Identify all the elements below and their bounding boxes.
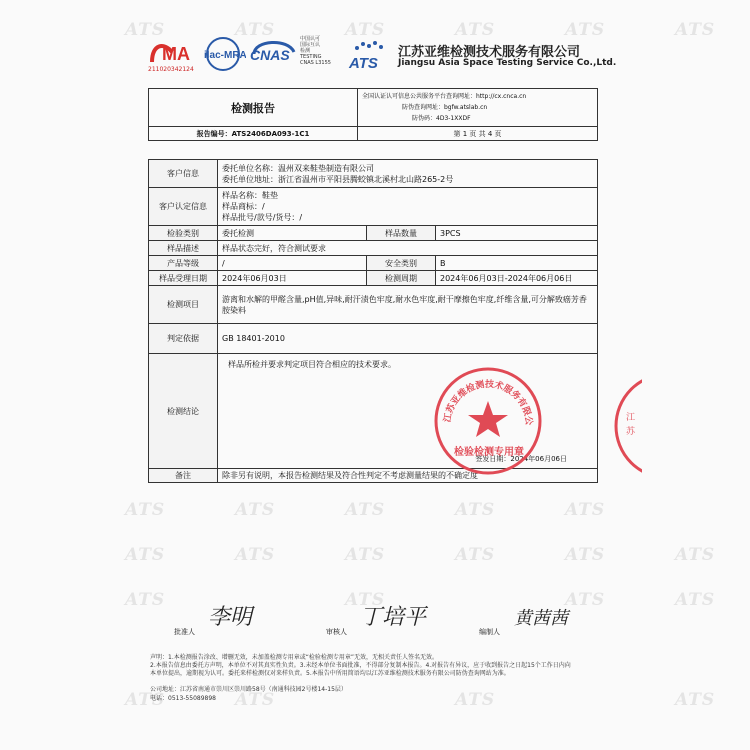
watermark-text: ATS — [345, 500, 386, 520]
svg-text:ilac-MRA: ilac-MRA — [204, 50, 246, 61]
client-info-label: 客户信息 — [149, 160, 218, 188]
cma-code: 211020342124 — [148, 66, 194, 73]
watermark-text: ATS — [345, 545, 386, 565]
company-phone: 电话：0513-55089898 — [150, 695, 216, 702]
watermark-text: ATS — [455, 500, 496, 520]
footer-line: 本单位提出，逾期视为认可。委托来样检测仅对来样负责。5.本报告中所用简语均以江苏亚维检测技术服务有限公司防伪查询网站为准。 — [150, 670, 510, 677]
footer-line: 声明：1.本检测报告涂改、增删无效，未加盖检测专用章或“检验检测专用章”无效，无相关责任人签名无效。 — [150, 654, 438, 661]
watermark-text: ATS — [675, 590, 716, 610]
sample-info-label: 客户认定信息 — [149, 188, 218, 226]
partial-seal-right — [612, 370, 642, 482]
ats-logo — [345, 38, 393, 76]
svg-text:CNAS: CNAS — [250, 47, 290, 63]
author-label: 编制人 — [479, 628, 500, 636]
company-name-cn: 江苏亚维检测技术服务有限公司 — [398, 45, 581, 60]
svg-text:MA: MA — [162, 44, 190, 64]
safety-class-label: 安全类别 — [367, 256, 436, 271]
watermark-text: ATS — [675, 545, 716, 565]
conclusion-text: 样品所检并要求判定项目符合相应的技术要求。 — [228, 360, 396, 369]
watermark-text: ATS — [125, 500, 166, 520]
watermark-text: ATS — [675, 20, 716, 40]
svg-text:江苏亚维检测技术服务有限公司: 江苏亚维检测技术服务有限公 — [442, 379, 534, 426]
watermark-text: ATS — [455, 690, 496, 710]
footer-line: 2.本报告信息由委托方声明，本单位不对其真实性负责。3.未经本单位书面批准，不得部分复制本报告。4.对报告有异议，应于收到报告之日起15个工作日内向 — [150, 662, 571, 669]
test-items-value: 游离和水解的甲醛含量,pH值,异味,耐汗渍色牢度,耐水色牢度,耐干摩擦色牢度,纤维含量,可分解致癌芳香胺染料 — [218, 286, 598, 324]
sample-batch: 样品批号/款号/货号：/ — [222, 213, 303, 222]
watermark-text: ATS — [125, 545, 166, 565]
receive-date-label: 样品受理日期 — [149, 271, 218, 286]
client-name: 委托单位名称：温州双来鞋垫制造有限公司 — [222, 163, 374, 173]
watermark-text: ATS — [345, 20, 386, 40]
sample-name: 样品名称：鞋垫 — [222, 191, 278, 200]
approver-label: 批准人 — [174, 628, 195, 636]
company-name-en: Jiangsu Asia Space Testing Service Co.,Ltd. — [398, 58, 617, 68]
svg-text:江: 江 — [626, 413, 636, 423]
watermark-text: ATS — [455, 545, 496, 565]
remark-label: 备注 — [149, 469, 218, 483]
cnas-logo — [248, 34, 300, 76]
product-grade-value: / — [218, 256, 367, 271]
watermark-text: ATS — [675, 690, 716, 710]
report-title: 检测报告 — [149, 89, 358, 127]
watermark-text: ATS — [455, 20, 496, 40]
conclusion-label: 检测结论 — [149, 354, 218, 469]
official-seal — [432, 365, 544, 477]
test-items-label: 检测项目 — [149, 286, 218, 324]
watermark-text: ATS — [235, 20, 276, 40]
sample-state-label: 样品描述 — [149, 241, 218, 256]
test-period-label: 检测周期 — [367, 271, 436, 286]
sample-info — [218, 188, 598, 226]
anti-fake-url: 防伪查询网址：bgfw.atslab.cn — [402, 104, 488, 111]
author-signature: 黄茜茜 — [514, 608, 568, 629]
test-type-value: 委托检测 — [218, 226, 367, 241]
test-period-value: 2024年06月03日-2024年06月06日 — [436, 271, 598, 286]
svg-text:检验检测专用章: 检验检测专用章 — [454, 447, 524, 458]
approver-signature: 李明 — [208, 605, 253, 630]
watermark-text: ATS — [125, 590, 166, 610]
watermark-text: ATS — [345, 590, 386, 610]
page-number: 第 1 页 共 4 页 — [358, 127, 598, 141]
cnas-text: 中国认可 国际互认 检测 TESTING CNAS L3155 — [300, 36, 331, 66]
watermark-text: ATS — [235, 690, 276, 710]
remark-value: 除非另有说明，本报告检测结果及符合性判定不考虑测量结果的不确定度 — [218, 469, 598, 483]
watermark-text: ATS — [565, 590, 606, 610]
basis-value: GB 18401-2010 — [218, 324, 598, 354]
sample-state-value: 样品状态完好，符合测试要求 — [218, 241, 598, 256]
client-address: 委托单位地址：浙江省温州市平阳县腾蛟镇北溪村北山路265-2号 — [222, 174, 454, 184]
product-grade-label: 产品等级 — [149, 256, 218, 271]
reviewer-signature: 丁培平 — [360, 605, 427, 630]
safety-class-value: B — [436, 256, 598, 271]
watermark-text: ATS — [235, 545, 276, 565]
cma-logo — [148, 38, 198, 64]
svg-text:ATS: ATS — [349, 55, 378, 72]
sample-brand: 样品商标：/ — [222, 202, 265, 211]
reviewer-label: 审核人 — [326, 628, 347, 636]
watermark-text: ATS — [125, 20, 166, 40]
title-block — [148, 88, 598, 141]
watermark-text: ATS — [565, 20, 606, 40]
report-number: 报告编号：ATS2406DA093-1C1 — [149, 127, 358, 141]
test-type-label: 检验类别 — [149, 226, 218, 241]
anti-fake-code: 防伪码：4D3-1XXDF — [412, 115, 471, 122]
basis-label: 判定依据 — [149, 324, 218, 354]
svg-text:苏: 苏 — [626, 427, 636, 437]
company-address: 公司地址：江苏省南通市崇川区崇川路58号（南通科技园2号楼14-15层） — [150, 686, 347, 693]
watermark-text: ATS — [565, 545, 606, 565]
anti-fake-info — [358, 89, 598, 127]
ilac-mra-logo — [200, 34, 246, 76]
client-info — [218, 160, 598, 188]
watermark-text: ATS — [565, 500, 606, 520]
query-url: 全国认证认可信息公共服务平台查询网址：http://cx.cnca.cn — [362, 93, 527, 100]
sample-qty-label: 样品数量 — [367, 226, 436, 241]
watermark-text: ATS — [235, 500, 276, 520]
receive-date-value: 2024年06月03日 — [218, 271, 367, 286]
sign-date: 签发日期：2024年06月06日 — [475, 455, 567, 463]
watermark-text: ATS — [125, 690, 166, 710]
sample-qty-value: 3PCS — [436, 226, 598, 241]
